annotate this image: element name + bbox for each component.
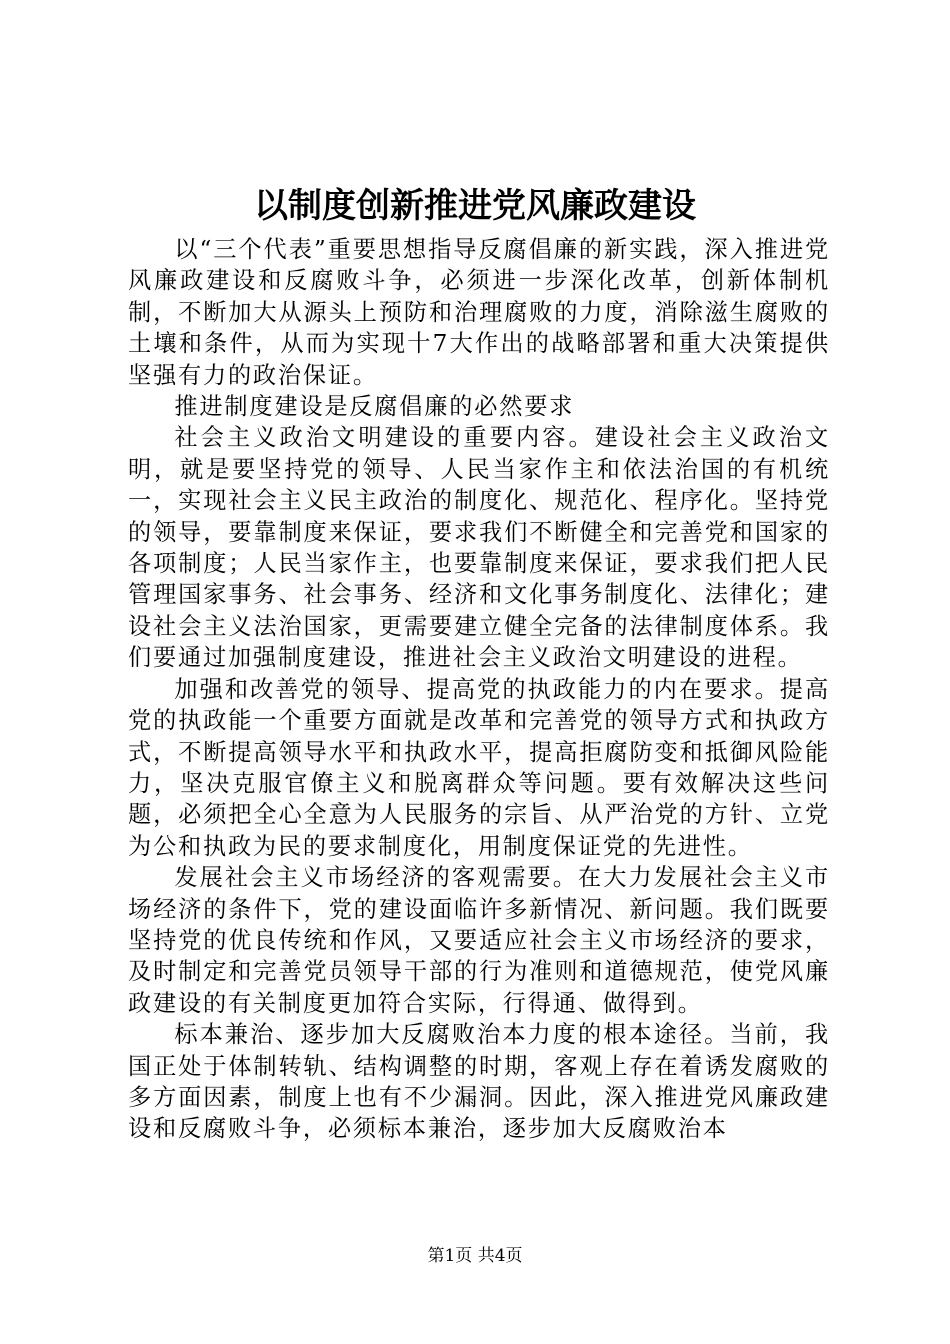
page-footer: 第1页 共4页 — [427, 1246, 523, 1266]
document-body — [128, 234, 830, 1145]
document-title: 以制度创新推进党风廉政建设 — [254, 186, 696, 226]
paragraph: 社会主义政治文明建设的重要内容。建设社会主义政治文明，就是要坚持党的领导、人民当家作主和依法治国的有机统一，实现社会主义民主政治的制度化、规范化、程序化。坚持党的领导，要靠制度来保证，要求我们不断健全和完善党和国家的各项制度；人民当家作主，也要靠制度来保证，要求我们把人民管理国家事务、社会事务、经济和文化事务制度化、法律化；建设社会主义法治国家，更需要建立健全完备的法律制度体系。我们要通过加强制度建设，推进社会主义政治文明建设的进程。 — [128, 424, 830, 672]
paragraph: 加强和改善党的领导、提高党的执政能力的内在要求。提高党的执政能一个重要方面就是改革和完善党的领导方式和执政方式，不断提高领导水平和执政水平，提高拒腐防变和抵御风险能力，坚决克服官僚主义和脱离群众等问题。要有效解决这些问题，必须把全心全意为人民服务的宗旨、从严治党的方针、立党为公和执政为民的要求制度化，用制度保证党的先进性。 — [128, 675, 830, 860]
paragraph: 标本兼治、逐步加大反腐败治本力度的根本途径。当前，我国正处于体制转轨、结构调整的时期，客观上存在着诱发腐败的多方面因素，制度上也有不少漏洞。因此，深入推进党风廉政建设和反腐败斗争，必须标本兼治，逐步加大反腐败治本 — [128, 1021, 830, 1143]
section-heading: 推进制度建设是反腐倡廉的必然要求 — [174, 393, 575, 421]
paragraph: 发展社会主义市场经济的客观需要。在大力发展社会主义市场经济的条件下，党的建设面临许多新情况、新问题。我们既要坚持党的优良传统和作风，又要适应社会主义市场经济的要求，及时制定和完善党员领导干部的行为准则和道德规范，使党风廉政建设的有关制度更加符合实际，行得通、做得到。 — [128, 864, 830, 1017]
paragraph: 以“三个代表”重要思想指导反腐倡廉的新实践，深入推进党风廉政建设和反腐败斗争，必须进一步深化改革，创新体制机制，不断加大从源头上预防和治理腐败的力度，消除滋生腐败的土壤和条件，从而为实现十7大作出的战略部署和重大决策提供坚强有力的政治保证。 — [128, 236, 830, 389]
